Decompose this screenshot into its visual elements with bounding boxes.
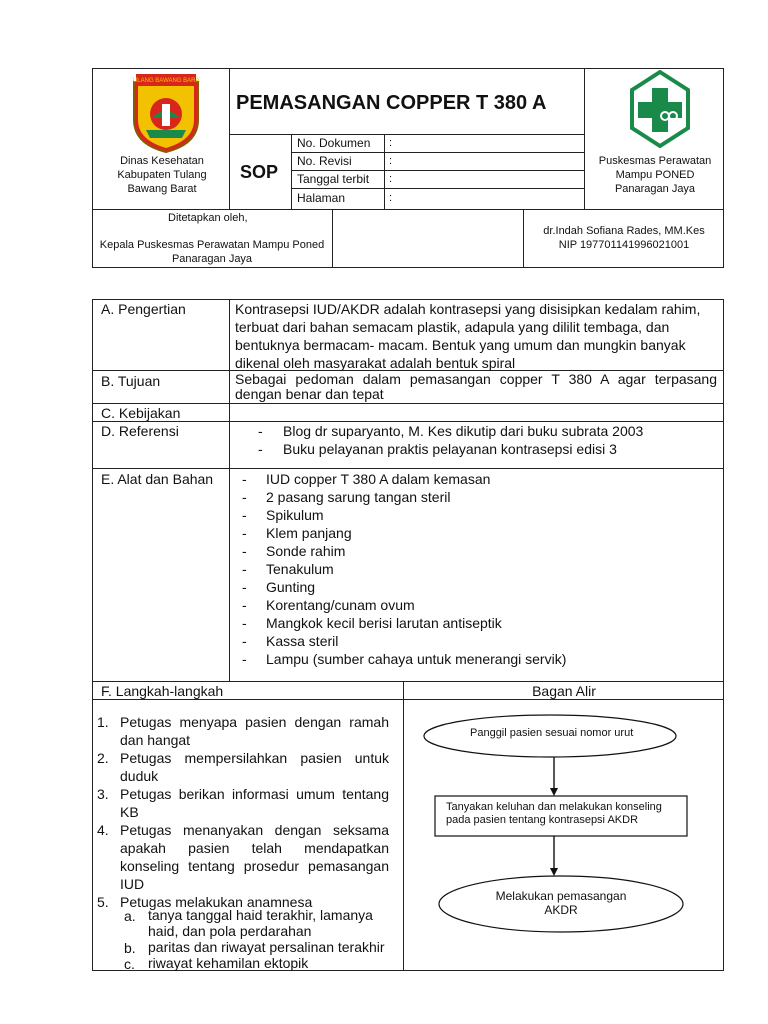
section-label: B. Tujuan bbox=[101, 373, 161, 389]
doc-field-value: : bbox=[389, 173, 393, 185]
list-item: - Buku pelayanan praktis pelayanan kontrasepsi edisi 3 bbox=[258, 441, 617, 457]
list-item: 1. Petugas menyapa pasien dengan ramah dan hangat bbox=[97, 714, 389, 748]
agency-name: Dinas Kesehatan Kabupaten Tulang Bawang Barat bbox=[117, 155, 207, 195]
doc-field-label: No. Revisi bbox=[297, 154, 352, 168]
pengertian-text: Kontrasepsi IUD/AKDR adalah kontrasepsi yang disisipkan kedalam rahim, terbuat dari bahan semacam plastik, adapula yang dililit tembaga, dan bentuknya bermacam- macam. Bentuk yang umum dan mungkin banyak dikenal oleh masyarakat adalah bentuk spiral bbox=[235, 301, 701, 371]
section-label: C. Kebijakan bbox=[101, 405, 181, 421]
flow-label: Bagan Alir bbox=[532, 683, 596, 699]
doc-field-label: No. Dokumen bbox=[297, 136, 371, 150]
flowchart bbox=[404, 700, 724, 970]
section-label: F. Langkah-langkah bbox=[101, 683, 224, 699]
svg-text:TULANG BAWANG BARAT: TULANG BAWANG BARAT bbox=[132, 78, 200, 84]
doc-field-label: Tanggal terbit bbox=[297, 172, 370, 186]
flow-text-start: Panggil pasien sesuai nomor urut bbox=[470, 727, 634, 739]
list-item: c. riwayat kehamilan ektopik bbox=[124, 955, 309, 972]
tujuan-text: Sebagai pedoman dalam pemasangan copper T 380 A agar terpasang dengan benar dan tepat bbox=[235, 371, 717, 402]
doc-field-value: : bbox=[389, 155, 393, 167]
signer-name: dr.Indah Sofiana Rades, MM.Kes bbox=[543, 225, 705, 237]
list-item: - Mangkok kecil berisi larutan antiseptik bbox=[242, 615, 502, 631]
flow-arrowhead bbox=[550, 788, 558, 796]
list-item: a. tanya tanggal haid terakhir, lamanya haid, dan pola perdarahan bbox=[124, 907, 373, 939]
list-item: - Blog dr suparyanto, M. Kes dikutip dari buku subrata 2003 bbox=[258, 423, 644, 439]
flow-text-process: Tanyakan keluhan dan melakukan konseling pada pasien tentang kontrasepsi AKDR bbox=[446, 801, 662, 826]
list-item: 2. Petugas mempersilahkan pasien untuk duduk bbox=[97, 750, 389, 784]
head-title: Kepala Puskesmas Perawatan Mampu Poned Panaragan Jaya bbox=[99, 239, 325, 265]
list-item: - Klem panjang bbox=[242, 525, 352, 541]
list-item: 4. Petugas menanyakan dengan seksama apakah pasien telah mendapatkan konseling tentang prosedur pemasangan IUD bbox=[97, 822, 389, 892]
list-item: - Korentang/cunam ovum bbox=[242, 597, 415, 613]
puskesmas-logo bbox=[628, 70, 692, 148]
list-item: - Tenakulum bbox=[242, 561, 334, 577]
section-label: D. Referensi bbox=[101, 423, 179, 439]
flow-arrowhead bbox=[550, 868, 558, 876]
list-item: 3. Petugas berikan informasi umum tentang KB bbox=[97, 786, 389, 820]
list-item: - Kassa steril bbox=[242, 633, 339, 649]
doc-field-value: : bbox=[389, 137, 393, 149]
alat-list bbox=[242, 470, 712, 668]
substeps-list bbox=[120, 907, 390, 971]
list-item: - Spikulum bbox=[242, 507, 324, 523]
flow-text-end: Melakukan pemasangan AKDR bbox=[495, 889, 627, 917]
referensi-list bbox=[258, 422, 718, 458]
facility-name: Puskesmas Perawatan Mampu PONED Panaragan Jaya bbox=[598, 155, 712, 195]
established-by: Ditetapkan oleh, bbox=[168, 212, 248, 224]
list-item: - Gunting bbox=[242, 579, 316, 595]
doc-field-value: : bbox=[389, 192, 393, 204]
list-item: - 2 pasang sarung tangan steril bbox=[242, 489, 451, 505]
list-item: b. paritas dan riwayat persalinan terakhir bbox=[124, 939, 385, 956]
regency-emblem bbox=[132, 74, 200, 154]
section-label: A. Pengertian bbox=[101, 301, 186, 317]
doc-field-label: Halaman bbox=[297, 191, 346, 205]
steps-list bbox=[93, 713, 389, 911]
section-label: E. Alat dan Bahan bbox=[101, 471, 214, 487]
page-title: PEMASANGAN COPPER T 380 A bbox=[236, 92, 547, 114]
list-item: - Lampu (sumber cahaya untuk menerangi servik) bbox=[242, 651, 567, 667]
list-item: 5. Petugas melakukan anamnesa bbox=[97, 894, 313, 910]
list-item: - IUD copper T 380 A dalam kemasan bbox=[242, 471, 491, 487]
signer-nip: NIP 197701141996021001 bbox=[558, 239, 690, 251]
sop-label: SOP bbox=[240, 162, 279, 182]
list-item: - Sonde rahim bbox=[242, 543, 346, 559]
